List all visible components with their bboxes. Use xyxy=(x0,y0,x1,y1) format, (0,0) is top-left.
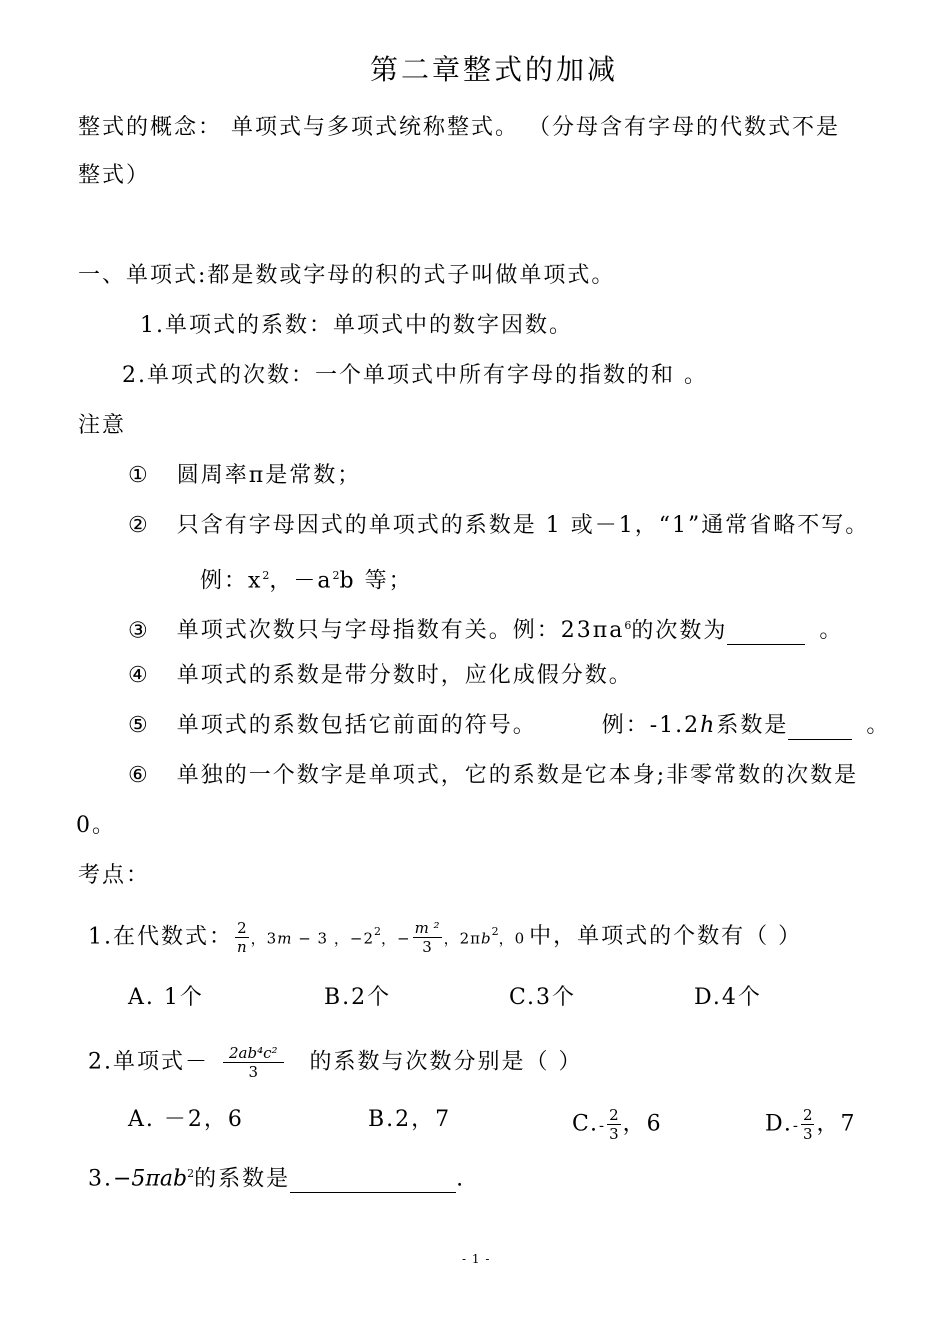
note-text: 单项式次数只与字母指数有关。例：23πa xyxy=(176,618,625,644)
option-label: D. xyxy=(765,1111,793,1137)
section-heading: 一、单项式:都是数或字母的积的式子叫做单项式。 xyxy=(78,263,616,288)
variable: h xyxy=(700,713,717,738)
numerator: 2ab⁴c² xyxy=(223,1044,284,1063)
exponent: 2 xyxy=(262,569,270,582)
denominator: n xyxy=(237,937,247,956)
answer-blank[interactable] xyxy=(788,717,852,740)
intro-line-2: 整式） xyxy=(78,163,151,188)
note-marker: ② xyxy=(128,513,150,538)
note-6 xyxy=(128,762,858,790)
note-text: 圆周率π是常数； xyxy=(176,463,362,488)
example-text: b 等； xyxy=(339,568,413,594)
option-text: ，7 xyxy=(816,1111,857,1137)
denominator: 3 xyxy=(802,1125,813,1143)
definition-coefficient: 1.单项式的系数：单项式中的数字因数。 xyxy=(140,313,573,338)
note-text: 的次数为 xyxy=(631,618,728,644)
q1-option-a[interactable]: A. 1个 xyxy=(128,985,204,1010)
exponent: 6 xyxy=(624,619,632,632)
fraction xyxy=(223,1044,284,1081)
q1-option-d[interactable]: D.4个 xyxy=(694,985,762,1010)
numerator: m ² xyxy=(414,918,440,937)
answer-blank[interactable] xyxy=(727,622,805,645)
question-text: 的系数与次数分别是（ ） xyxy=(309,1049,583,1075)
numerator: 2 xyxy=(609,1106,619,1124)
note-text: 系数是 xyxy=(716,713,789,738)
page-title: 第二章整式的加减 xyxy=(370,53,619,86)
variable: m xyxy=(277,929,293,948)
exponent: 2 xyxy=(373,925,381,938)
definition-degree: 2.单项式的次数：一个单项式中所有字母的指数的和 。 xyxy=(122,363,708,388)
kaodian-label: 考点： xyxy=(78,863,151,888)
exponent: 2 xyxy=(491,925,499,938)
note-marker: ④ xyxy=(128,663,150,688)
minus-sign: - xyxy=(599,1116,606,1135)
q1-option-c[interactable]: C.3个 xyxy=(509,985,577,1010)
q2-option-d[interactable] xyxy=(765,1106,856,1143)
option-label: C. xyxy=(572,1111,600,1137)
notes-label: 注意 xyxy=(78,413,127,438)
note-marker: ⑤ xyxy=(128,713,150,738)
punctuation: 。 xyxy=(866,713,891,738)
fraction xyxy=(413,919,442,956)
expression: −5πab xyxy=(113,1166,188,1192)
exponent: 2 xyxy=(187,1167,195,1180)
q1-option-b[interactable]: B.2个 xyxy=(324,985,392,1010)
expression: ，− xyxy=(380,929,411,948)
fraction xyxy=(607,1106,621,1143)
note-5 xyxy=(128,712,890,740)
note-6-continuation: 0。 xyxy=(76,813,116,838)
page-number: - 1 - xyxy=(462,1252,491,1266)
q2-option-c[interactable] xyxy=(572,1106,663,1143)
expression: − 3 ，−2 xyxy=(292,929,374,948)
example-text: 例：x xyxy=(200,568,263,594)
question-text: 中，单项式的个数有（ ） xyxy=(529,924,803,950)
q2-option-b[interactable]: B.2，7 xyxy=(368,1107,452,1132)
question-text: 2.单项式－ xyxy=(88,1049,209,1075)
note-text: 单独的一个数字是单项式，它的系数是它本身;非零常数的次数是 xyxy=(176,763,859,788)
q2-option-a[interactable]: A. －2，6 xyxy=(128,1107,244,1132)
question-text: 3. xyxy=(88,1166,113,1192)
fraction xyxy=(801,1106,815,1143)
exponent: 2 xyxy=(332,569,340,582)
question-text: 的系数是 xyxy=(194,1166,291,1192)
denominator: 3 xyxy=(422,937,432,956)
question-3 xyxy=(88,1160,465,1193)
note-marker: ③ xyxy=(128,618,150,644)
example-text: ，－a xyxy=(269,568,333,594)
question-text: 1.在代数式： xyxy=(88,924,233,950)
answer-blank[interactable] xyxy=(290,1170,456,1193)
expression: ，3 xyxy=(250,929,278,948)
note-text: 单项式的系数是带分数时，应化成假分数。 xyxy=(176,663,633,688)
note-4 xyxy=(128,662,633,690)
note-1 xyxy=(128,462,361,490)
intro-line-1: 整式的概念： 单项式与多项式统称整式。 （分母含有字母的代数式不是 xyxy=(78,115,840,140)
numerator: 2 xyxy=(802,1106,813,1124)
expression: ，2π xyxy=(443,929,481,948)
example-text: 例：-1.2 xyxy=(601,713,701,738)
note-marker: ⑥ xyxy=(128,763,150,788)
fraction xyxy=(235,919,249,956)
question-2 xyxy=(88,1044,583,1081)
note-marker: ① xyxy=(128,463,150,488)
note-3 xyxy=(128,612,843,645)
minus-sign: - xyxy=(792,1116,799,1135)
expression: ，0 xyxy=(498,929,526,948)
variable: b xyxy=(480,929,492,948)
numerator: 2 xyxy=(237,918,247,937)
note-2-example xyxy=(200,562,413,595)
note-text: 单项式的系数包括它前面的符号。 xyxy=(176,713,537,738)
note-text: 只含有字母因式的单项式的系数是 1 或－1，“1”通常省略不写。 xyxy=(176,513,870,538)
denominator: 3 xyxy=(609,1125,619,1143)
denominator: 3 xyxy=(248,1063,259,1081)
punctuation: 。 xyxy=(819,618,844,644)
question-1 xyxy=(88,918,802,956)
option-text: ，6 xyxy=(622,1111,663,1137)
punctuation: . xyxy=(456,1166,466,1192)
note-2 xyxy=(128,512,869,540)
